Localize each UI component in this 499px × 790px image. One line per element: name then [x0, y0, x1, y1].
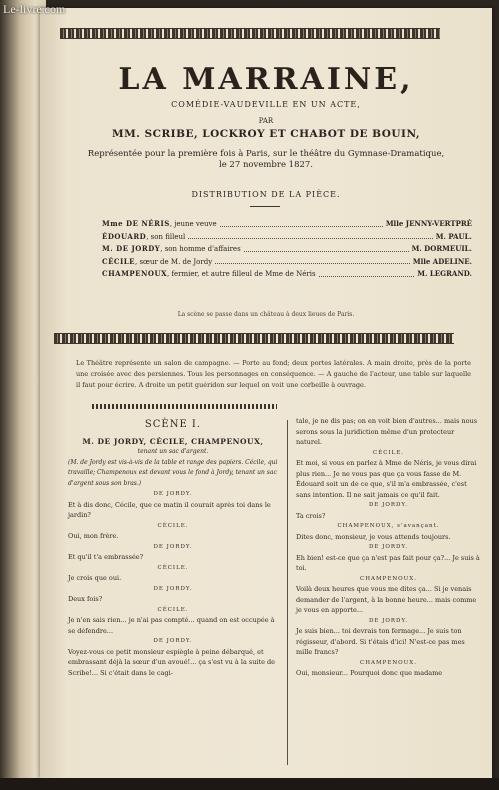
scene-title: SCÈNE I. [144, 419, 202, 430]
premiere-date: le 27 novembre 1827. [218, 160, 314, 170]
leader-dots [188, 231, 432, 240]
cast-row [102, 218, 472, 231]
speaker: CÉCILE. [157, 522, 189, 529]
cast-row [102, 231, 472, 244]
dialogue-line: Et moi, si vous en parlez à Mme de Néris, je vous dirai plus rien... Je ne vous pas que ça vous fasse de M. Édouard soit un de ce que, s'il m'a embrassée, c'est sans intention. Il ne sait jamais ce qu'il fait. [296, 459, 477, 499]
bottom-shadow-band [0, 778, 499, 790]
speaker: DE JORDY. [153, 638, 193, 644]
role-desc: , fermier, et autre filleul de Mme de Néris [167, 270, 316, 278]
speaker: CÉCILE. [157, 606, 189, 613]
play-title: LA MARRAINE, [118, 62, 414, 97]
dialogue-line: Et à dis donc, Cécile, que ce matin il courait après toi dans le jardin? [68, 500, 271, 519]
by-label: PAR [258, 117, 274, 125]
role-desc: , son filleul [146, 232, 186, 241]
speaker: CHAMPENOUX. [360, 575, 417, 582]
role-desc: , son homme d'affaires [160, 245, 241, 253]
dialogue-line: Et qu'il t'a embrassée? [68, 553, 144, 561]
speaker: DE JORDY. [368, 544, 409, 550]
role-name: CHAMPENOUX [102, 269, 167, 278]
stage-notice: Le Théâtre représente un salon de campagne. — Porte au fond; deux portes latérales. A main droite, près de la porte une croisée avec des persiennes. Tous les personnages en conséquence. — A gauche de l'acteur, une table sur laquelle il faut pour écrire. A droite un petit guéridon sur lequel on voit une corbeille à ouvrage. [76, 359, 471, 389]
middle-ornament-band [54, 333, 454, 344]
dialogue-line: Je suis bien... toi devrais ton fermage... Je suis ton régisseur, d'abord. Si t'étais d'ici! N'est-ce pas mes mille francs? [296, 627, 465, 656]
authors: MM. SCRIBE, LOCKROY ET CHABOT DE BOUIN, [111, 128, 421, 140]
dialogue-line: Voilà deux heures que vous me dites ça... Si je venais demander de l'argent, à la bonne heure... mais comme je vous en apporte... [296, 585, 477, 614]
leader-dots [220, 218, 383, 227]
role-name: M. DE JORDY [102, 244, 161, 253]
left-column [68, 416, 278, 678]
leader-dots [215, 256, 410, 265]
right-column [296, 416, 481, 679]
speaker: DE JORDY. [368, 617, 409, 624]
speaker: CÉCILE. [372, 449, 405, 456]
role-desc: , sœur de M. de Jordy [135, 257, 213, 266]
speaker: DE JORDY. [368, 502, 409, 508]
speaker: CÉCILE. [157, 564, 189, 571]
speaker: DE JORDY. [153, 491, 193, 497]
actor-name: Mlle ADELINE. [412, 256, 472, 266]
column-ornament-rule [92, 404, 277, 409]
performance-note: Représentée pour la première fois à Paris, sur le théâtre du Gymnase-Dramatique, [87, 149, 445, 159]
dialogue-line: Je crois que oui. [68, 574, 122, 582]
cast-list [102, 218, 472, 281]
cast-row [102, 256, 472, 269]
watermark: Le-livre.com [3, 2, 66, 16]
distribution-heading: DISTRIBUTION DE LA PIÈCE. [191, 190, 341, 199]
scene-characters: M. DE JORDY, CÉCILE, CHAMPENOUX, [82, 436, 264, 446]
dialogue-line: Oui, mon frère. [68, 532, 119, 540]
speaker: DE JORDY. [153, 543, 193, 550]
speaker: DE JORDY. [153, 585, 193, 592]
speaker: CHAMPENOUX, s'avançant. [337, 523, 440, 529]
role-name: ÉDOUARD [102, 231, 147, 241]
actor-name: Mlle JENNY-VERTPRÉ [385, 219, 472, 228]
column-divider [287, 420, 288, 765]
dialogue-line: tale, je ne dis pas; on en voit bien d'autres... mais nous serons sous la juridiction même d'un protecteur naturel. [296, 417, 478, 446]
dialogue-line: Deux fois? [68, 595, 103, 603]
stage-direction: (M. de Jordy est vis-à-vis de la table et range des papiers. Cécile, qui travaille; Champenoux est devant vous le fond à Jordy, tenant un sac d'argent sous son bras.) [68, 458, 278, 487]
cast-row [102, 268, 472, 281]
actor-name: M. DORMEUIL. [411, 244, 472, 253]
dialogue-line: Dites donc, monsieur, je vous attends toujours. [296, 532, 451, 541]
dialogue-line: Ta crois? [296, 511, 326, 520]
role-name: CÉCILE [102, 256, 136, 266]
scene-setting: La scène se passe dans un château à deux lieues de Paris. [177, 311, 355, 318]
dialogue-line: Eh bien! est-ce que ça n'est pas fait pour ça?... Je suis à toi. [296, 553, 480, 572]
book-page [40, 8, 492, 778]
actor-name: M. LEGRAND. [417, 269, 472, 278]
top-ornament-band [60, 28, 440, 39]
play-subtitle: COMÉDIE-VAUDEVILLE EN UN ACTE, [171, 100, 361, 109]
leader-dots [244, 243, 409, 252]
leader-dots [319, 268, 415, 277]
dialogue-line: Je n'en sais rien... je n'ai pas compté... quand on est occupée à se défendre... [68, 616, 275, 635]
cast-row [102, 243, 472, 256]
dialogue-line: Oui, monsieur... Pourquoi donc que madame [296, 669, 443, 677]
speaker: CHAMPENOUX. [360, 659, 417, 666]
distribution-rule [250, 206, 280, 207]
scene-carrying: tenant un sac d'argent. [137, 448, 209, 455]
actor-name: M. PAUL. [435, 231, 472, 241]
dialogue-line: Voyez-vous ce petit monsieur espiègle à peine débarqué, et embrassant déjà la sœur d'un avoué!... ça s'est vu à la suite de Scribe!... Si c'était dans le cagi- [68, 647, 276, 677]
role-desc: , jeune veuve [169, 220, 217, 228]
role-name: Mme DE NÉRIS [102, 219, 170, 228]
